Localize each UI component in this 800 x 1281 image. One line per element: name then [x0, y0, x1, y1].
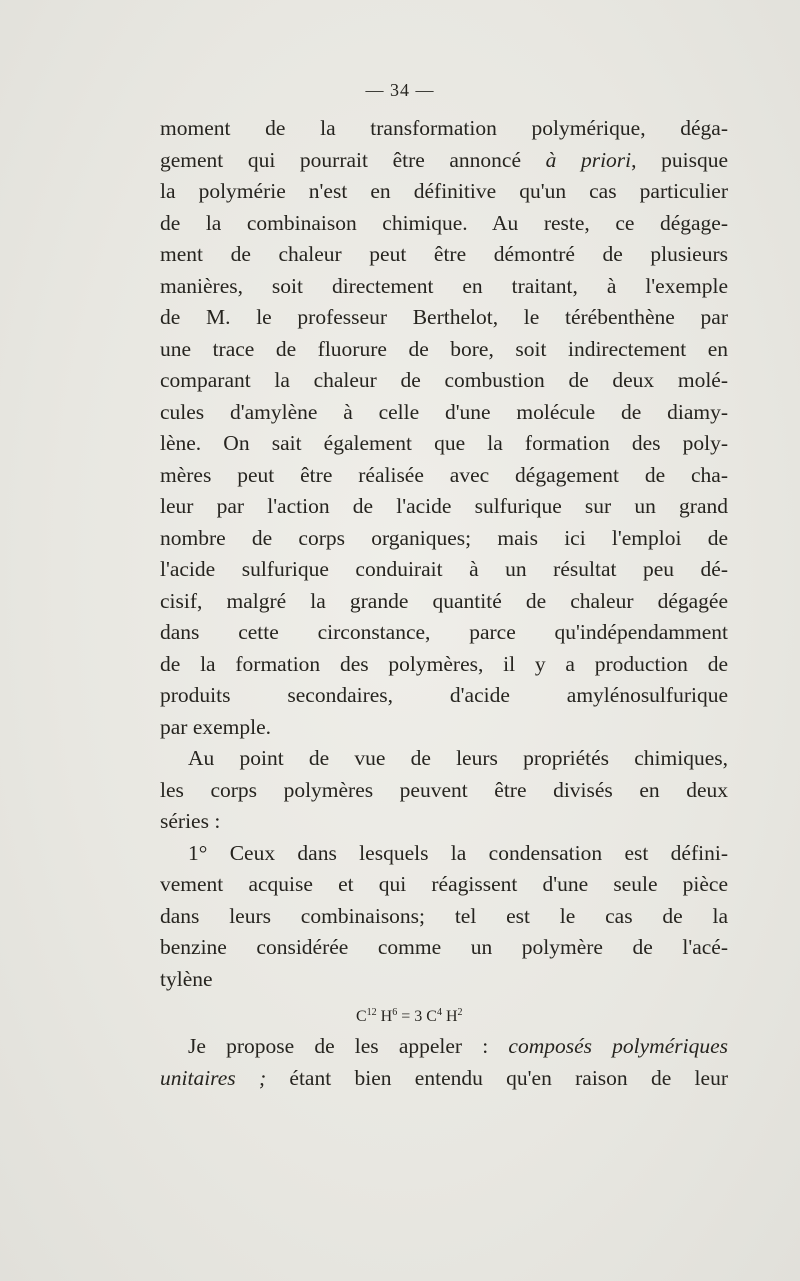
text-line: de M. le professeur Berthelot, le térébenthène par — [160, 305, 728, 329]
text-line: unitaires ; étant bien entendu qu'en raison de leur — [160, 1065, 728, 1090]
text-line: l'acide sulfurique conduirait à un résultat peu dé- — [160, 557, 728, 581]
text-line: produits secondaires, d'acide amylénosulfurique — [160, 683, 728, 707]
italic-phrase: à priori — [545, 147, 632, 172]
text-line: comparant la chaleur de combustion de deux molé- — [160, 368, 728, 392]
text-line: nombre de corps organiques; mais ici l'emploi de — [160, 525, 728, 550]
text-line: 1° Ceux dans lesquels la condensation est défini- — [188, 840, 728, 865]
text-line: ment de chaleur peut être démontré de plusieurs — [160, 242, 728, 266]
text-line: mères peut être réalisée avec dégagement de cha- — [160, 462, 728, 487]
text-line: Je propose de les appeler : composés polymériques — [188, 1034, 728, 1058]
text-line: benzine considérée comme un polymère de l'acé- — [160, 935, 728, 959]
text-line: de la formation des polymères, il y a production de — [160, 651, 728, 676]
text-line: séries : — [160, 809, 221, 833]
text-line: cules d'amylène à celle d'une molécule de diamy- — [160, 399, 728, 424]
text-line: Au point de vue de leurs propriétés chimiques, — [188, 746, 728, 770]
text-line: les corps polymères peuvent être divisés en deux — [160, 777, 728, 802]
text-line: de la combinaison chimique. Au reste, ce dégage- — [160, 210, 728, 235]
text-line: cisif, malgré la grande quantité de chaleur dégagée — [160, 588, 728, 613]
body-text — [160, 113, 728, 1094]
text-line: par exemple. — [160, 714, 272, 739]
page-number: — 34 — — [365, 80, 435, 100]
text-line: manières, soit directement en traitant, à l'exemple — [160, 273, 728, 298]
italic-phrase: composés polymériques — [508, 1034, 728, 1058]
italic-phrase: unitaires ; — [160, 1065, 267, 1090]
text-line: tylène — [160, 966, 213, 991]
text-line: la polymérie n'est en définitive qu'un cas particulier — [160, 179, 728, 203]
text-line: lène. On sait également que la formation des poly- — [160, 431, 728, 455]
text-line: gement qui pourrait être annoncé à priori, puisque — [160, 147, 728, 172]
text-line: leur par l'action de l'acide sulfurique sur un grand — [160, 494, 728, 518]
text-line: moment de la transformation polymérique, déga- — [160, 116, 728, 140]
chemical-formula: $C^{12}$ $H^6 = 3$ $C^4$ $H^2$ — [356, 1007, 463, 1025]
text-line: vement acquise et qui réagissent d'une seule pièce — [160, 872, 728, 896]
text-line: dans leurs combinaisons; tel est le cas de la — [160, 903, 728, 928]
text-line: dans cette circonstance, parce qu'indépendamment — [160, 620, 728, 644]
text-line: une trace de fluorure de bore, soit indirectement en — [160, 336, 728, 361]
